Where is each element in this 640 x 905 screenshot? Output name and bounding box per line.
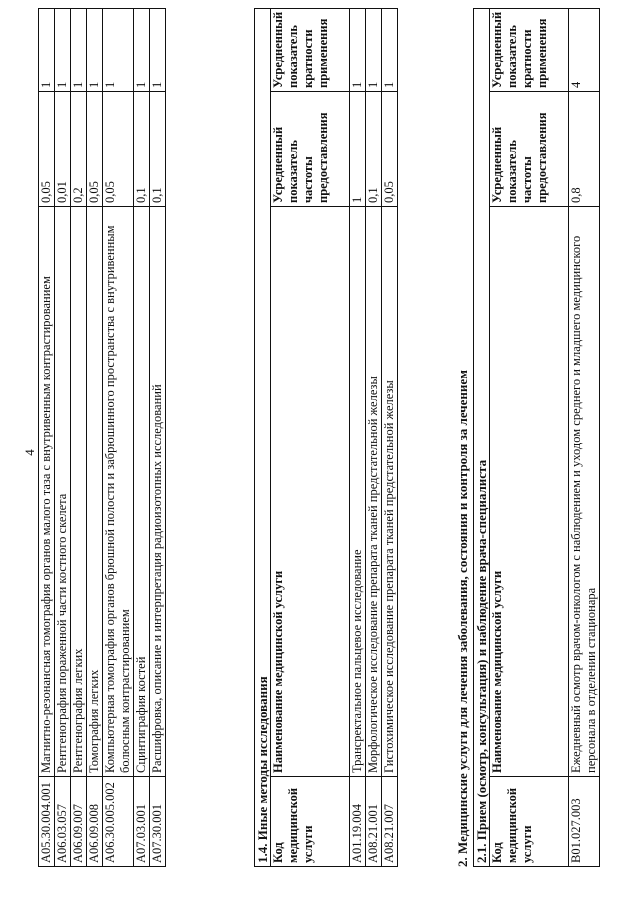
consultation-header-row [490, 8, 569, 866]
multiplicity-cell: 1 [39, 9, 55, 92]
table-row [134, 9, 150, 867]
service-name-cell: Рентгенография легких [71, 207, 87, 777]
table-row [39, 9, 55, 867]
consultation-table-body [569, 8, 600, 866]
header-name: Наименование медицинской услуги [271, 207, 350, 777]
service-name-cell: Ежедневный осмотр врачом-онкологом с наблюдением и уходом среднего и младшего медицинского персонала в отделении стационара [569, 207, 600, 777]
frequency-cell: 0,01 [55, 92, 71, 207]
frequency-cell: 1 [350, 92, 366, 207]
table-row [87, 9, 103, 867]
frequency-cell: 0,2 [71, 92, 87, 207]
header-multiplicity: Усредненный показатель кратности применения [271, 8, 350, 91]
multiplicity-cell: 1 [134, 9, 150, 92]
service-code-cell: A06.03.057 [55, 777, 71, 867]
service-code-cell: A06.09.007 [71, 777, 87, 867]
frequency-cell: 0,1 [366, 92, 382, 207]
header-multiplicity: Усредненный показатель кратности применения [490, 8, 569, 91]
other-methods-table-body [350, 8, 398, 866]
service-name-cell: Рентгенография пораженной части костного скелета [55, 207, 71, 777]
table-row [55, 9, 71, 867]
other-methods-block [254, 9, 398, 867]
other-methods-header-row [271, 8, 350, 866]
page-number: 4 [22, 449, 37, 456]
table-row [71, 9, 87, 867]
table-row [569, 8, 600, 866]
table-row [382, 8, 398, 866]
multiplicity-cell: 1 [71, 9, 87, 92]
service-code-cell: B01.027.003 [569, 777, 600, 867]
multiplicity-cell: 1 [350, 8, 366, 91]
instrumental-diagnostics-table-body [39, 9, 166, 867]
service-name-cell: Трансректальное пальцевое исследование [350, 207, 366, 777]
frequency-cell: 0,05 [103, 92, 134, 207]
section-2-block [455, 9, 600, 867]
section-2-1-title: 2.1. Прием (осмотр, консультация) и наблюдение врача-специалиста [474, 8, 490, 866]
service-name-cell: Магнитно-резонансная томография органов малого таза с внутривенным контрастированием [39, 207, 55, 777]
multiplicity-cell: 1 [87, 9, 103, 92]
frequency-cell: 0,1 [150, 92, 166, 207]
header-code: Код медицинской услуги [490, 777, 569, 867]
service-name-cell: Компьютерная томография органов брюшной полости и забрюшинного пространства с внутривенным болюсным контрастированием [103, 207, 134, 777]
service-name-cell: Расшифровка, описание и интерпретация радиоизотопных исследований [150, 207, 166, 777]
service-code-cell: A07.30.001 [150, 777, 166, 867]
header-name: Наименование медицинской услуги [490, 207, 569, 777]
header-frequency: Усредненный показатель частоты предоставления [271, 92, 350, 207]
service-code-cell: A08.21.001 [366, 777, 382, 867]
multiplicity-cell: 1 [366, 8, 382, 91]
service-code-cell: A06.09.008 [87, 777, 103, 867]
section-2-title: 2. Медицинские услуги для лечения заболевания, состояния и контроля за лечением [455, 369, 470, 867]
service-code-cell: A05.30.004.001 [39, 777, 55, 867]
frequency-cell: 0,8 [569, 92, 600, 207]
service-code-cell: A01.19.004 [350, 777, 366, 867]
service-code-cell: A07.03.001 [134, 777, 150, 867]
multiplicity-cell: 4 [569, 8, 600, 91]
specialist-consultation-table [473, 8, 600, 867]
multiplicity-cell: 1 [103, 9, 134, 92]
service-name-cell: Морфологическое исследование препарата тканей предстательной железы [366, 207, 382, 777]
service-name-cell: Томография легких [87, 207, 103, 777]
service-name-cell: Сцинтиграфия костей [134, 207, 150, 777]
multiplicity-cell: 1 [55, 9, 71, 92]
header-code: Код медицинской услуги [271, 777, 350, 867]
multiplicity-cell: 1 [382, 8, 398, 91]
table-row [366, 8, 382, 866]
service-code-cell: A08.21.007 [382, 777, 398, 867]
instrumental-diagnostics-table [38, 8, 166, 867]
section-1-4-title: 1.4. Иные методы исследования [255, 8, 271, 866]
instrumental-diagnostics-table-block [38, 9, 166, 867]
table-row [103, 9, 134, 867]
frequency-cell: 0,1 [134, 92, 150, 207]
other-methods-table [254, 8, 398, 867]
table-row [150, 9, 166, 867]
service-name-cell: Гистохимическое исследование препарата тканей предстательной железы [382, 207, 398, 777]
table-row [350, 8, 366, 866]
frequency-cell: 0,05 [382, 92, 398, 207]
service-code-cell: A06.30.005.002 [103, 777, 134, 867]
multiplicity-cell: 1 [150, 9, 166, 92]
frequency-cell: 0,05 [39, 92, 55, 207]
header-frequency: Усредненный показатель частоты предоставления [490, 92, 569, 207]
frequency-cell: 0,05 [87, 92, 103, 207]
